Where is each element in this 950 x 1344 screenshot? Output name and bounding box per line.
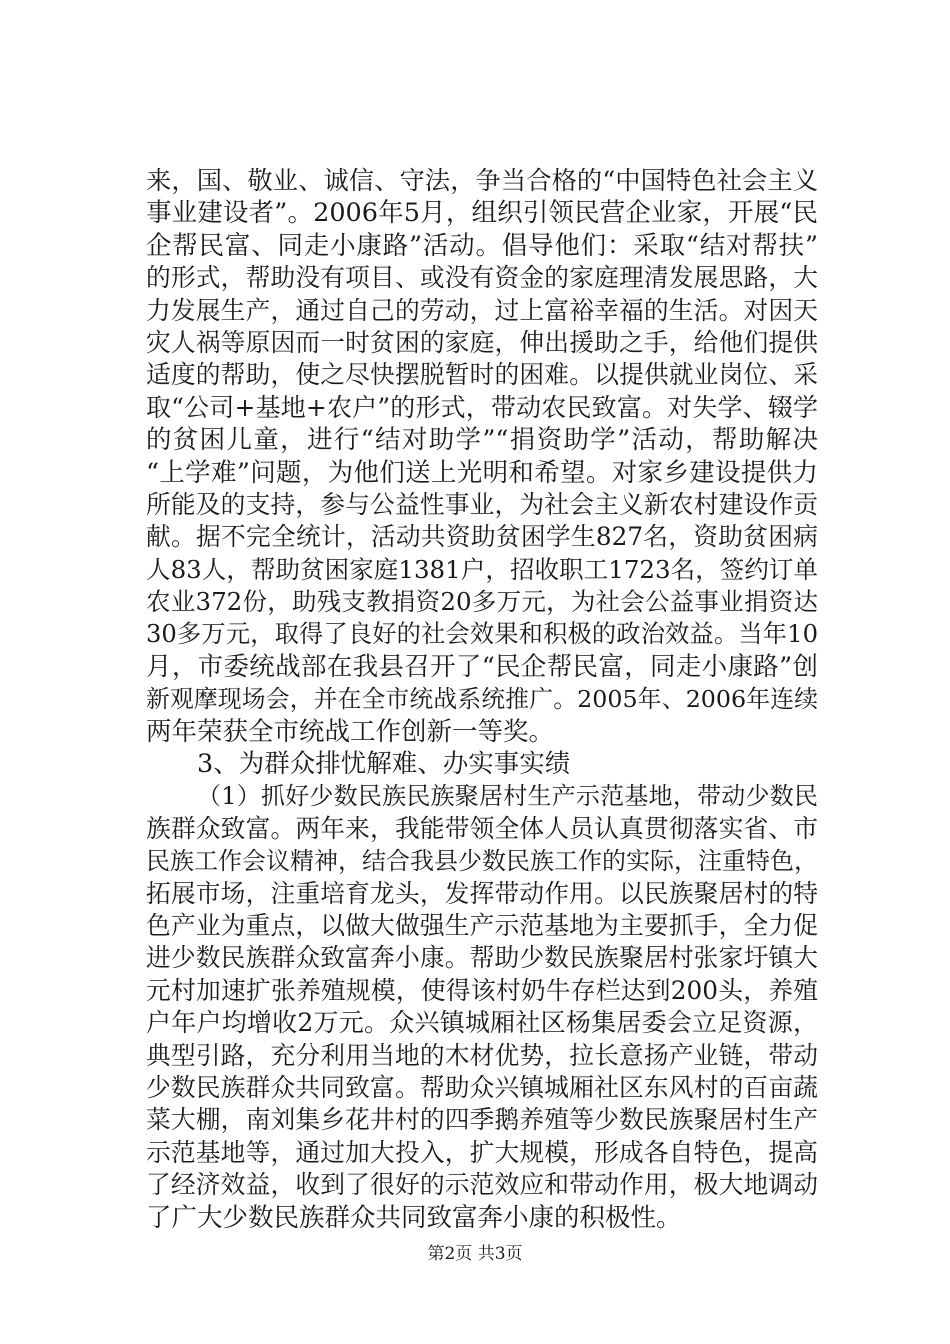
text-line: 族群众致富。两年来，我能带领全体人员认真贯彻落实省、市 <box>146 813 818 843</box>
text-line: 进少数民族群众致富奔小康。帮助少数民族聚居村张家圩镇大 <box>146 943 818 973</box>
text-line: 拓展市场，注重培育龙头，发挥带动作用。以民族聚居村的特 <box>146 878 818 908</box>
text-line: 少数民族群众共同致富。帮助众兴镇城厢社区东风村的百亩蔬 <box>146 1072 818 1102</box>
text-line: “上学难”问题，为他们送上光明和希望。对家乡建设提供力 <box>146 457 818 488</box>
text-line: 户年户均增收2万元。众兴镇城厢社区杨集居委会立足资源， <box>146 1008 818 1038</box>
text-line: 元村加速扩张养殖规模，使得该村奶牛存栏达到200头，养殖 <box>146 975 818 1005</box>
text-line: 来，国、敬业、诚信、守法，争当合格的“中国特色社会主义 <box>146 166 818 195</box>
text-line: 所能及的支持，参与公益性事业，为社会主义新农村建设作贡 <box>146 489 818 519</box>
text-line: 人83人，帮助贫困家庭1381户，招收职工1723名，签约订单 <box>146 554 818 584</box>
text-line: 月，市委统战部在我县召开了“民企帮民富，同走小康路”创 <box>146 651 818 682</box>
text-line: 了广大少数民族群众共同致富奔小康的积极性。 <box>146 1202 682 1233</box>
text-line: 了经济效益，收到了很好的示范效应和带动作用，极大地调动 <box>146 1170 818 1200</box>
document-body <box>146 165 818 1234</box>
text-line: 力发展生产，通过自己的劳动，过上富裕幸福的生活。对因天 <box>146 295 818 325</box>
text-line: 的形式，帮助没有项目、或没有资金的家庭理清发展思路，大 <box>146 263 818 293</box>
text-line: 适度的帮助，使之尽快摆脱暂时的困难。以提供就业岗位、采 <box>146 360 818 390</box>
text-line: 示范基地等，通过加大投入，扩大规模，形成各自特色，提高 <box>146 1137 818 1167</box>
text-line: 的贫困儿童，进行“结对助学”“捐资助学”活动，帮助解决 <box>146 425 818 456</box>
section-heading: 3、为群众排忧解难、办实事实绩 <box>197 749 571 780</box>
text-line: 色产业为重点，以做大做强生产示范基地为主要抓手，全力促 <box>146 910 818 940</box>
text-line: 30多万元，取得了良好的社会效果和积极的政治效益。当年10 <box>146 619 818 649</box>
text-line: 取“公司+基地+农户”的形式，带动农民致富。对失学、辍学 <box>146 392 818 422</box>
text-line: 企帮民富、同走小康路”活动。倡导他们：采取“结对帮扶” <box>146 230 818 261</box>
page-number-footer: 第2页 共3页 <box>427 1244 523 1264</box>
text-line: 新观摩现场会，并在全市统战系统推广。2005年、2006年连续 <box>146 685 818 714</box>
text-line: 两年荣获全市统战工作创新一等奖。 <box>146 716 555 747</box>
text-line: （1）抓好少数民族民族聚居村生产示范基地，带动少数民 <box>197 782 818 811</box>
paragraph-1 <box>146 165 818 748</box>
text-line: 民族工作会议精神，结合我县少数民族工作的实际，注重特色， <box>146 847 818 876</box>
text-line: 菜大棚，南刘集乡花井村的四季鹅养殖等少数民族聚居村生产 <box>146 1105 818 1135</box>
text-line: 献。据不完全统计，活动共资助贫困学生827名，资助贫困病 <box>146 522 818 552</box>
text-line: 典型引路，充分利用当地的木材优势，拉长意扬产业链，带动 <box>146 1040 818 1070</box>
text-line: 农业372份，助残支教捐资20多万元，为社会公益事业捐资达 <box>146 587 818 617</box>
paragraph-2 <box>146 780 818 1233</box>
text-line: 灾人祸等原因而一时贫困的家庭，伸出援助之手，给他们提供 <box>146 327 818 357</box>
text-line: 事业建设者”。2006年5月，组织引领民营企业家，开展“民 <box>146 198 818 229</box>
